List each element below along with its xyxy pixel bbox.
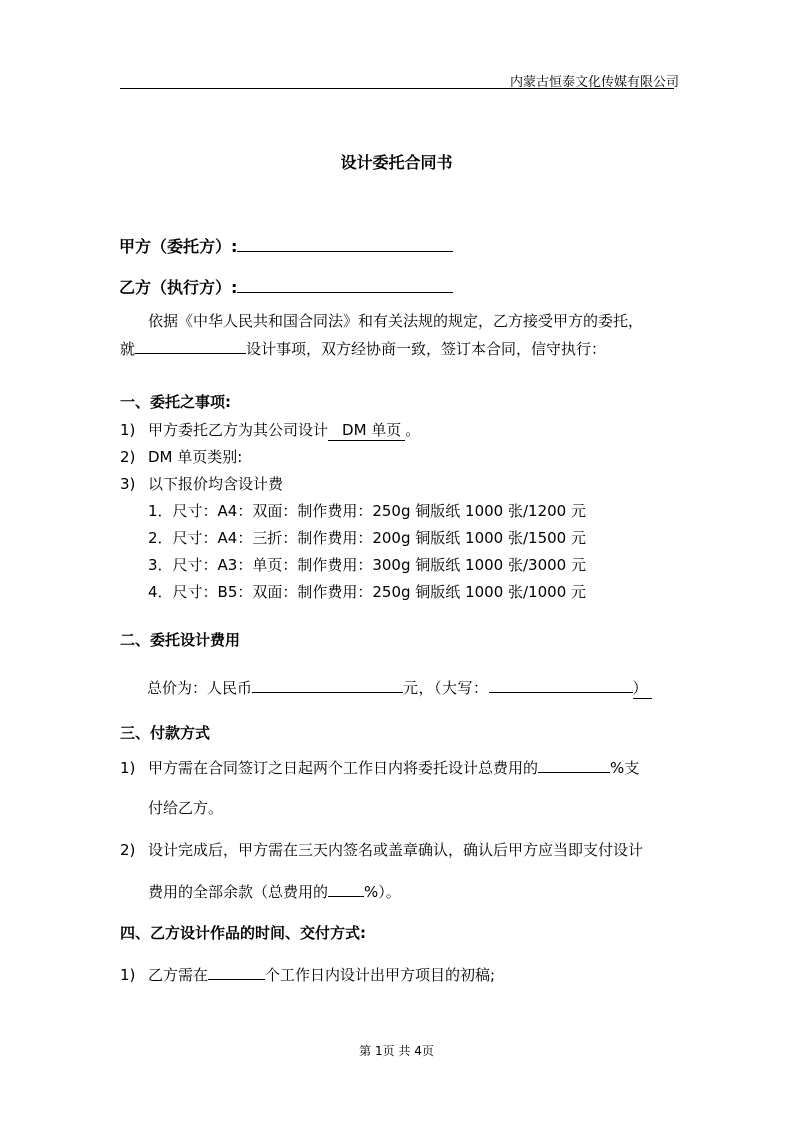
total-price-prefix: 总价为：人民币 xyxy=(147,679,253,697)
s1-item-1-suffix: 。 xyxy=(405,421,421,439)
s1-item-2-num: 2) xyxy=(120,448,136,466)
s3-item-1-cont: 付给乙方。 xyxy=(148,799,224,817)
s4-item-1-suffix: 个工作日内设计出甲方项目的初稿; xyxy=(265,966,496,984)
s3-item-1-prefix: 甲方需在合同签订之日起两个工作日内将委托设计总费用的 xyxy=(148,759,539,777)
total-price-close: ） xyxy=(633,677,652,699)
document-title: 设计委托合同书 xyxy=(340,153,453,172)
header-company: 内蒙古恒泰文化传媒有限公司 xyxy=(510,75,680,90)
intro-line-2 xyxy=(120,337,606,359)
s3-item-2-line1: 设计完成后，甲方需在三天内签名或盖章确认，确认后甲方应当即支付设计 xyxy=(148,841,644,859)
intro-line-1: 依据《中华人民共和国合同法》和有关法规的规定，乙方接受甲方的委托， xyxy=(148,312,644,330)
section-1-heading: 一、委托之事项: xyxy=(120,393,231,411)
balance-percent-blank[interactable] xyxy=(328,880,364,897)
s4-item-1 xyxy=(120,963,495,985)
s3-item-1 xyxy=(120,756,639,778)
s1-item-3-text: 以下报价均含设计费 xyxy=(148,475,284,493)
s4-item-1-num: 1) xyxy=(120,966,136,984)
intro-line-2-prefix: 就 xyxy=(120,340,136,358)
price-line-1: 1．尺寸：A4：双面：制作费用：250g 铜版纸 1000 张/1200 元 xyxy=(148,502,586,520)
s4-item-1-prefix: 乙方需在 xyxy=(148,966,209,984)
party-b-label: 乙方（执行方）: xyxy=(119,278,238,297)
first-payment-percent-blank[interactable] xyxy=(538,756,610,773)
s1-item-1-prefix: 甲方委托乙方为其公司设计 xyxy=(148,421,329,439)
section-4-heading: 四、乙方设计作品的时间、交付方式: xyxy=(120,924,367,942)
s3-item-1-num: 1) xyxy=(120,759,136,777)
s1-item-1-num: 1) xyxy=(120,421,136,439)
s1-item-1-filled[interactable]: DM 单页 xyxy=(328,419,405,441)
party-b-row xyxy=(119,274,453,298)
price-line-4: 4．尺寸：B5：双面：制作费用：250g 铜版纸 1000 张/1000 元 xyxy=(148,583,587,601)
party-a-row xyxy=(119,233,453,257)
total-price-unit: 元，（大写： xyxy=(403,679,489,697)
party-a-blank[interactable] xyxy=(237,233,453,252)
price-line-3: 3．尺寸：A3：单页：制作费用：300g 铜版纸 1000 张/3000 元 xyxy=(148,556,586,574)
section-3-heading: 三、付款方式 xyxy=(120,724,211,742)
total-price-row xyxy=(147,676,652,699)
section-2-heading: 二、委托设计费用 xyxy=(120,631,241,649)
party-a-label: 甲方（委托方）: xyxy=(119,237,238,256)
s3-item-2-num: 2) xyxy=(120,841,136,859)
s3-item-2-cont-prefix: 费用的全部余款（总费用的 xyxy=(148,883,329,901)
s3-item-2 xyxy=(120,839,643,860)
party-b-blank[interactable] xyxy=(237,274,453,293)
amount-in-words-blank[interactable] xyxy=(489,676,633,693)
page-number: 第 1页 共 4页 xyxy=(359,1044,434,1058)
s3-item-1-suffix: %支 xyxy=(610,759,640,777)
intro-line-2-suffix: 设计事项，双方经协商一致，签订本合同，信守执行： xyxy=(246,340,607,358)
s3-item-2-cont xyxy=(148,880,401,902)
s1-item-2-text: DM 单页类别: xyxy=(148,448,243,466)
price-line-2: 2．尺寸：A4：三折：制作费用：200g 铜版纸 1000 张/1500 元 xyxy=(148,529,586,547)
s3-item-2-cont-suffix: %）。 xyxy=(364,883,401,901)
total-amount-blank[interactable] xyxy=(252,676,403,693)
s1-item-2 xyxy=(120,446,242,467)
s1-item-3-num: 3) xyxy=(120,475,136,493)
draft-days-blank[interactable] xyxy=(208,963,265,980)
header-rule xyxy=(120,88,674,89)
s1-item-3 xyxy=(120,473,283,494)
design-matter-blank[interactable] xyxy=(135,337,246,354)
s1-item-1 xyxy=(120,419,420,441)
